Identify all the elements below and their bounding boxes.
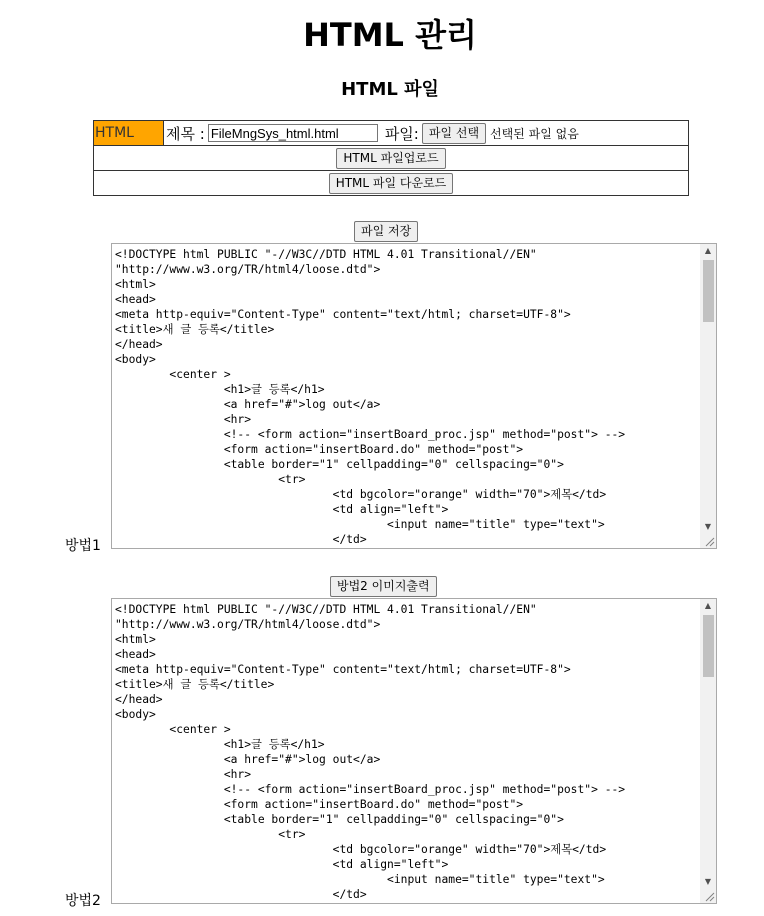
scroll-up-arrow-icon[interactable]: ▲: [704, 246, 712, 255]
file-label: 파일:: [384, 124, 419, 143]
method2-scrollbar[interactable]: [700, 599, 716, 903]
method1-scroll-thumb[interactable]: [703, 260, 714, 322]
method2-scroll-thumb[interactable]: [703, 615, 714, 677]
no-file-text: 선택된 파일 없음: [490, 126, 579, 141]
download-cell: [94, 171, 689, 196]
scroll-down-arrow-icon[interactable]: ▼: [704, 522, 712, 531]
upload-form-table: [93, 120, 689, 196]
scroll-up-arrow-icon[interactable]: ▲: [704, 601, 712, 610]
download-html-button[interactable]: HTML 파일 다운로드: [329, 173, 454, 194]
upload-html-button[interactable]: HTML 파일업로드: [336, 148, 445, 169]
method1-label: 방법1: [65, 538, 101, 554]
page-subtitle: HTML 파일: [341, 79, 439, 100]
page-title: HTML 관리: [303, 16, 477, 54]
upload-form-row-title: [94, 121, 689, 146]
method2-code-textarea[interactable]: [111, 598, 717, 904]
method2-image-output-button[interactable]: 방법2 이미지출력: [330, 576, 437, 597]
html-label-cell: [94, 121, 164, 146]
method1-code-text: <!DOCTYPE html PUBLIC "-//W3C//DTD HTML 4.01 Transitional//EN" "http://www.w3.org/TR/html4/loose.dtd"> <html> <head> <meta http-equiv="Content-Type" content="text/html; charset=UTF-8"> <title>새 글 등록</title> </head> <body> <center > <h1>글 등록</h1> <a href="#">log out</a> <hr> <!-- <form action="insertBoard_proc.jsp" method="post"> --> <form action="insertBoard.do" method="post"> <table border="1" cellpadding="0" cellspacing="0"> <tr> <td bgcolor="orange" width="70">제목</td> <td align="left"> <input name="title" type="text"> </td>: [115, 248, 626, 546]
title-label: 제목 :: [166, 124, 205, 143]
title-input[interactable]: [208, 124, 378, 142]
choose-file-button[interactable]: 파일 선택: [422, 123, 486, 144]
resize-grip-icon[interactable]: [703, 890, 715, 902]
resize-grip-icon[interactable]: [703, 535, 715, 547]
upload-form-row-download: [94, 171, 689, 196]
save-file-button[interactable]: 파일 저장: [354, 221, 418, 242]
upload-form-row-upload: [94, 146, 689, 171]
upload-cell: [94, 146, 689, 171]
method1-code-textarea[interactable]: [111, 243, 717, 549]
title-file-cell: [164, 121, 689, 146]
method1-scrollbar[interactable]: [700, 244, 716, 548]
method2-label: 방법2: [65, 893, 101, 909]
scroll-down-arrow-icon[interactable]: ▼: [704, 877, 712, 886]
html-label: HTML: [95, 125, 134, 141]
method2-code-text: <!DOCTYPE html PUBLIC "-//W3C//DTD HTML 4.01 Transitional//EN" "http://www.w3.org/TR/html4/loose.dtd"> <html> <head> <meta http-equiv="Content-Type" content="text/html; charset=UTF-8"> <title>새 글 등록</title> </head> <body> <center > <h1>글 등록</h1> <a href="#">log out</a> <hr> <!-- <form action="insertBoard_proc.jsp" method="post"> --> <form action="insertBoard.do" method="post"> <table border="1" cellpadding="0" cellspacing="0"> <tr> <td bgcolor="orange" width="70">제목</td> <td align="left"> <input name="title" type="text"> </td>: [115, 603, 626, 901]
